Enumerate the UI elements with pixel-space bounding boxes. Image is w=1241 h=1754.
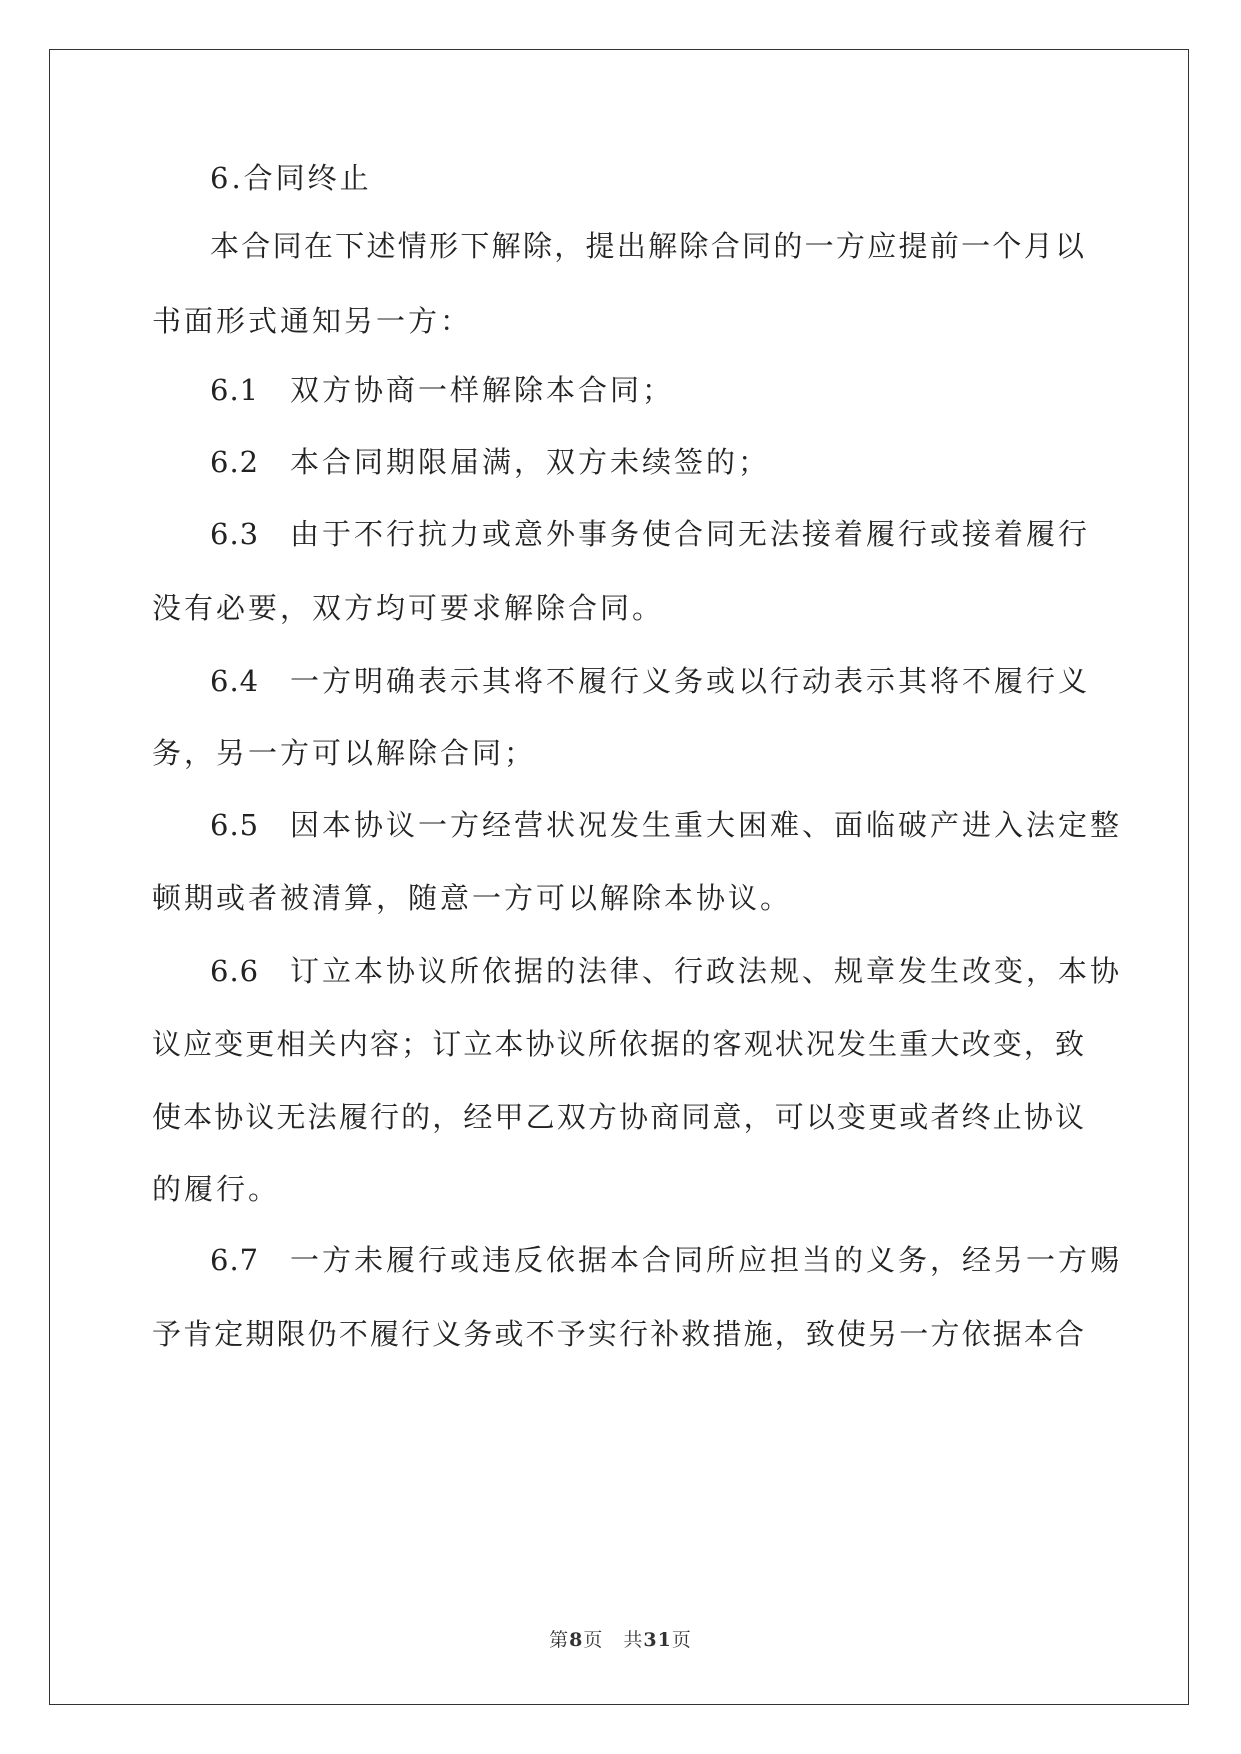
intro-line-1: 本合同在下述情形下解除，提出解除合同的一方应提前一个月以 bbox=[210, 229, 1084, 263]
clause-6-7-cont: 予肯定期限仍不履行义务或不予实行补救措施，致使另一方依据本合 bbox=[152, 1317, 1084, 1351]
clause-number: 6.2 bbox=[210, 445, 260, 479]
footer-prefix: 第 bbox=[549, 1629, 570, 1651]
footer-mid: 页 共 bbox=[583, 1629, 644, 1651]
clause-number: 6.3 bbox=[210, 517, 260, 551]
clause-6-5-cont: 顿期或者被清算，随意一方可以解除本协议。 bbox=[152, 881, 793, 915]
clause-6-5 bbox=[152, 805, 1123, 845]
clause-6-2 bbox=[152, 442, 1084, 482]
page-footer bbox=[0, 1625, 1241, 1652]
clause-6-6-cont-2: 使本协议无法履行的，经甲乙双方协商同意，可以变更或者终止协议 bbox=[152, 1100, 1084, 1134]
clause-text: 本合同期限届满，双方未续签的； bbox=[290, 445, 771, 479]
intro-line-2: 书面形式通知另一方： bbox=[152, 304, 473, 338]
clause-text: 一方明确表示其将不履行义务或以行动表示其将不履行义 bbox=[290, 664, 1091, 698]
clause-text: 双方协商一样解除本合同； bbox=[290, 373, 675, 407]
clause-6-6 bbox=[152, 951, 1123, 991]
page-border bbox=[49, 49, 1189, 1705]
current-page-number: 8 bbox=[569, 1629, 584, 1651]
total-pages-number: 31 bbox=[643, 1629, 672, 1651]
footer-suffix: 页 bbox=[671, 1629, 692, 1651]
clause-text: 由于不行抗力或意外事务使合同无法接着履行或接着履行 bbox=[290, 517, 1091, 551]
clause-number: 6.1 bbox=[210, 373, 260, 407]
clause-6-7 bbox=[152, 1240, 1123, 1280]
clause-number: 6.4 bbox=[210, 664, 260, 698]
clause-number: 6.5 bbox=[210, 808, 260, 842]
clause-text: 订立本协议所依据的法律、行政法规、规章发生改变，本协 bbox=[290, 954, 1123, 988]
clause-6-4 bbox=[152, 661, 1091, 701]
clause-6-6-cont-3: 的履行。 bbox=[152, 1172, 281, 1206]
clause-text: 一方未履行或违反依据本合同所应担当的义务，经另一方赐 bbox=[290, 1243, 1123, 1277]
section-title: 6.合同终止 bbox=[210, 161, 372, 195]
clause-text: 因本协议一方经营状况发生重大困难、面临破产进入法定整 bbox=[290, 808, 1123, 842]
clause-6-6-cont-1: 议应变更相关内容；订立本协议所依据的客观状况发生重大改变，致 bbox=[152, 1027, 1084, 1061]
clause-number: 6.6 bbox=[210, 954, 260, 988]
clause-number: 6.7 bbox=[210, 1243, 260, 1277]
clause-6-1 bbox=[152, 370, 1084, 410]
clause-6-3-cont: 没有必要，双方均可要求解除合同。 bbox=[152, 591, 665, 625]
clause-6-4-cont: 务，另一方可以解除合同； bbox=[152, 736, 537, 770]
clause-6-3 bbox=[152, 514, 1091, 554]
